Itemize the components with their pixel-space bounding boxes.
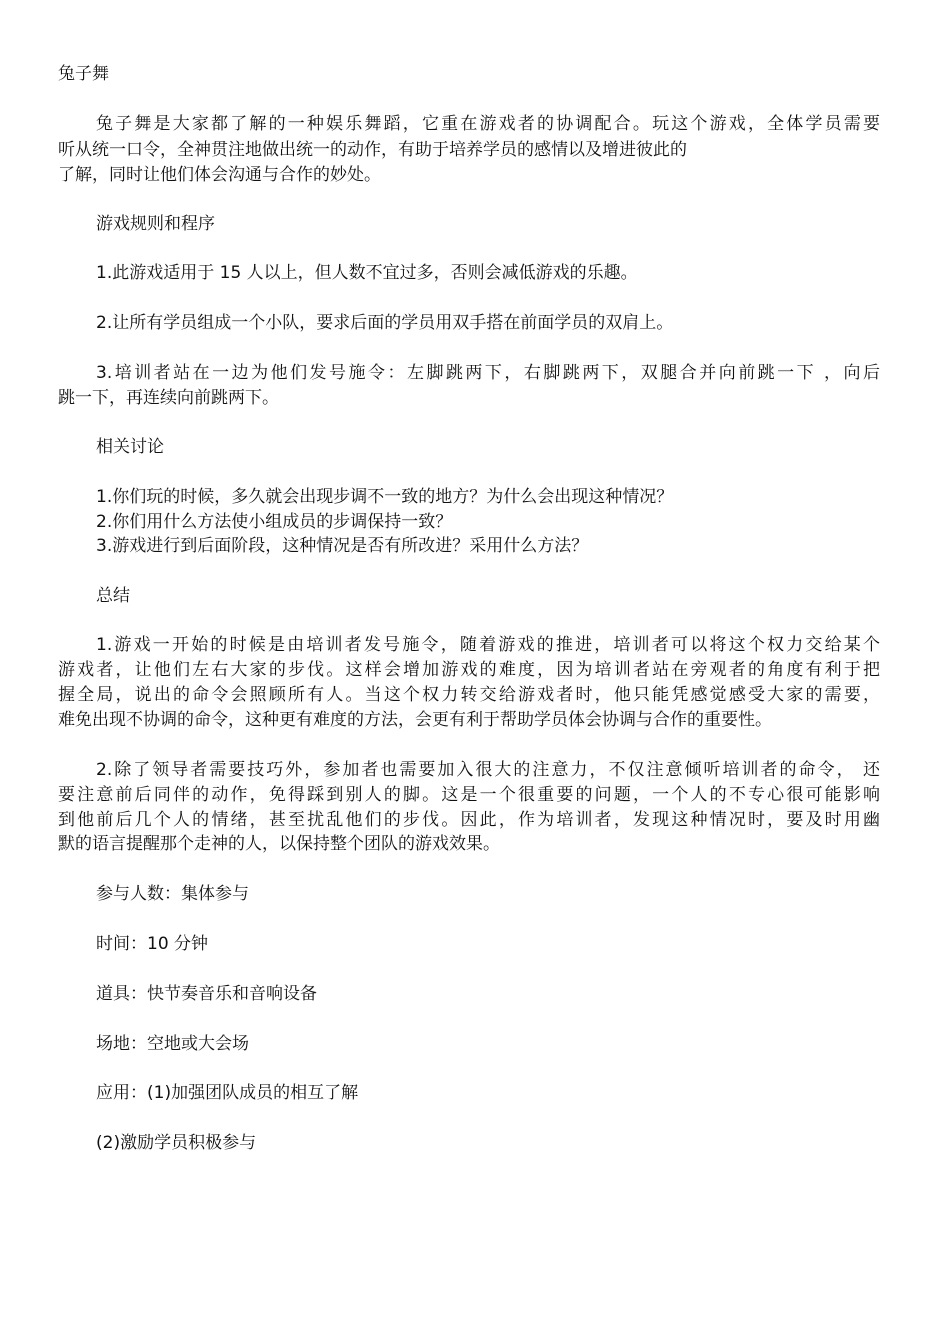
summary-para2-line-2: 要注意前后同伴的动作，免得踩到别人的脚。这是一个很重要的问题，一个人的不专心很可能影响 bbox=[58, 785, 880, 805]
application-line-1: 应用：(1)加强团队成员的相互了解 bbox=[96, 1083, 359, 1103]
summary-heading: 总结 bbox=[96, 586, 130, 606]
intro-line-2: 听从统一口令，全神贯注地做出统一的动作，有助于培养学员的感情以及增进彼此的 bbox=[58, 140, 687, 160]
summary-para2-line-1: 2.除了领导者需要技巧外，参加者也需要加入很大的注意力，不仅注意倾听培训者的命令， 还 bbox=[96, 760, 880, 780]
intro-line-1: 兔子舞是大家都了解的一种娱乐舞蹈，它重在游戏者的协调配合。玩这个游戏，全体学员需要 bbox=[96, 114, 880, 134]
document-title: 兔子舞 bbox=[58, 64, 109, 84]
summary-para2-line-4: 默的语言提醒那个走神的人，以保持整个团队的游戏效果。 bbox=[58, 834, 500, 854]
summary-para1-line-3: 握全局，说出的命令会照顾所有人。当这个权力转交给游戏者时，他只能凭感觉感受大家的需要， bbox=[58, 685, 880, 705]
rule-item-1: 1.此游戏适用于 15 人以上，但人数不宜过多，否则会减低游戏的乐趣。 bbox=[96, 263, 638, 283]
rule-item-2: 2.让所有学员组成一个小队，要求后面的学员用双手搭在前面学员的双肩上。 bbox=[96, 313, 674, 333]
participants-line: 参与人数：集体参与 bbox=[96, 884, 249, 904]
venue-line: 场地：空地或大会场 bbox=[96, 1034, 249, 1054]
summary-para2-line-3: 到他前后几个人的情绪，甚至扰乱他们的步伐。因此，作为培训者，发现这种情况时，要及时用幽 bbox=[58, 810, 880, 830]
summary-para1-line-4: 难免出现不协调的命令，这种更有难度的方法，会更有利于帮助学员体会协调与合作的重要性。 bbox=[58, 710, 772, 730]
rule-item-3-line-2: 跳一下，再连续向前跳两下。 bbox=[58, 388, 279, 408]
discussion-item-1: 1.你们玩的时候，多久就会出现步调不一致的地方？为什么会出现这种情况？ bbox=[96, 487, 674, 507]
props-line: 道具：快节奏音乐和音响设备 bbox=[96, 984, 317, 1004]
rules-heading: 游戏规则和程序 bbox=[96, 214, 215, 234]
intro-line-3: 了解，同时让他们体会沟通与合作的妙处。 bbox=[58, 165, 381, 185]
discussion-heading: 相关讨论 bbox=[96, 437, 164, 457]
rule-item-3-line-1: 3.培训者站在一边为他们发号施令：左脚跳两下，右脚跳两下，双腿合并向前跳一下 ，向后 bbox=[96, 363, 880, 383]
discussion-item-2: 2.你们用什么方法使小组成员的步调保持一致？ bbox=[96, 512, 453, 532]
summary-para1-line-2: 游戏者，让他们左右大家的步伐。这样会增加游戏的难度，因为培训者站在旁观者的角度有利于把 bbox=[58, 660, 880, 680]
discussion-item-3: 3.游戏进行到后面阶段，这种情况是否有所改进？采用什么方法？ bbox=[96, 536, 589, 556]
summary-para1-line-1: 1.游戏一开始的时候是由培训者发号施令，随着游戏的推进，培训者可以将这个权力交给某个 bbox=[96, 635, 880, 655]
application-line-2: (2)激励学员积极参与 bbox=[96, 1133, 257, 1153]
time-line: 时间：10 分钟 bbox=[96, 934, 209, 954]
